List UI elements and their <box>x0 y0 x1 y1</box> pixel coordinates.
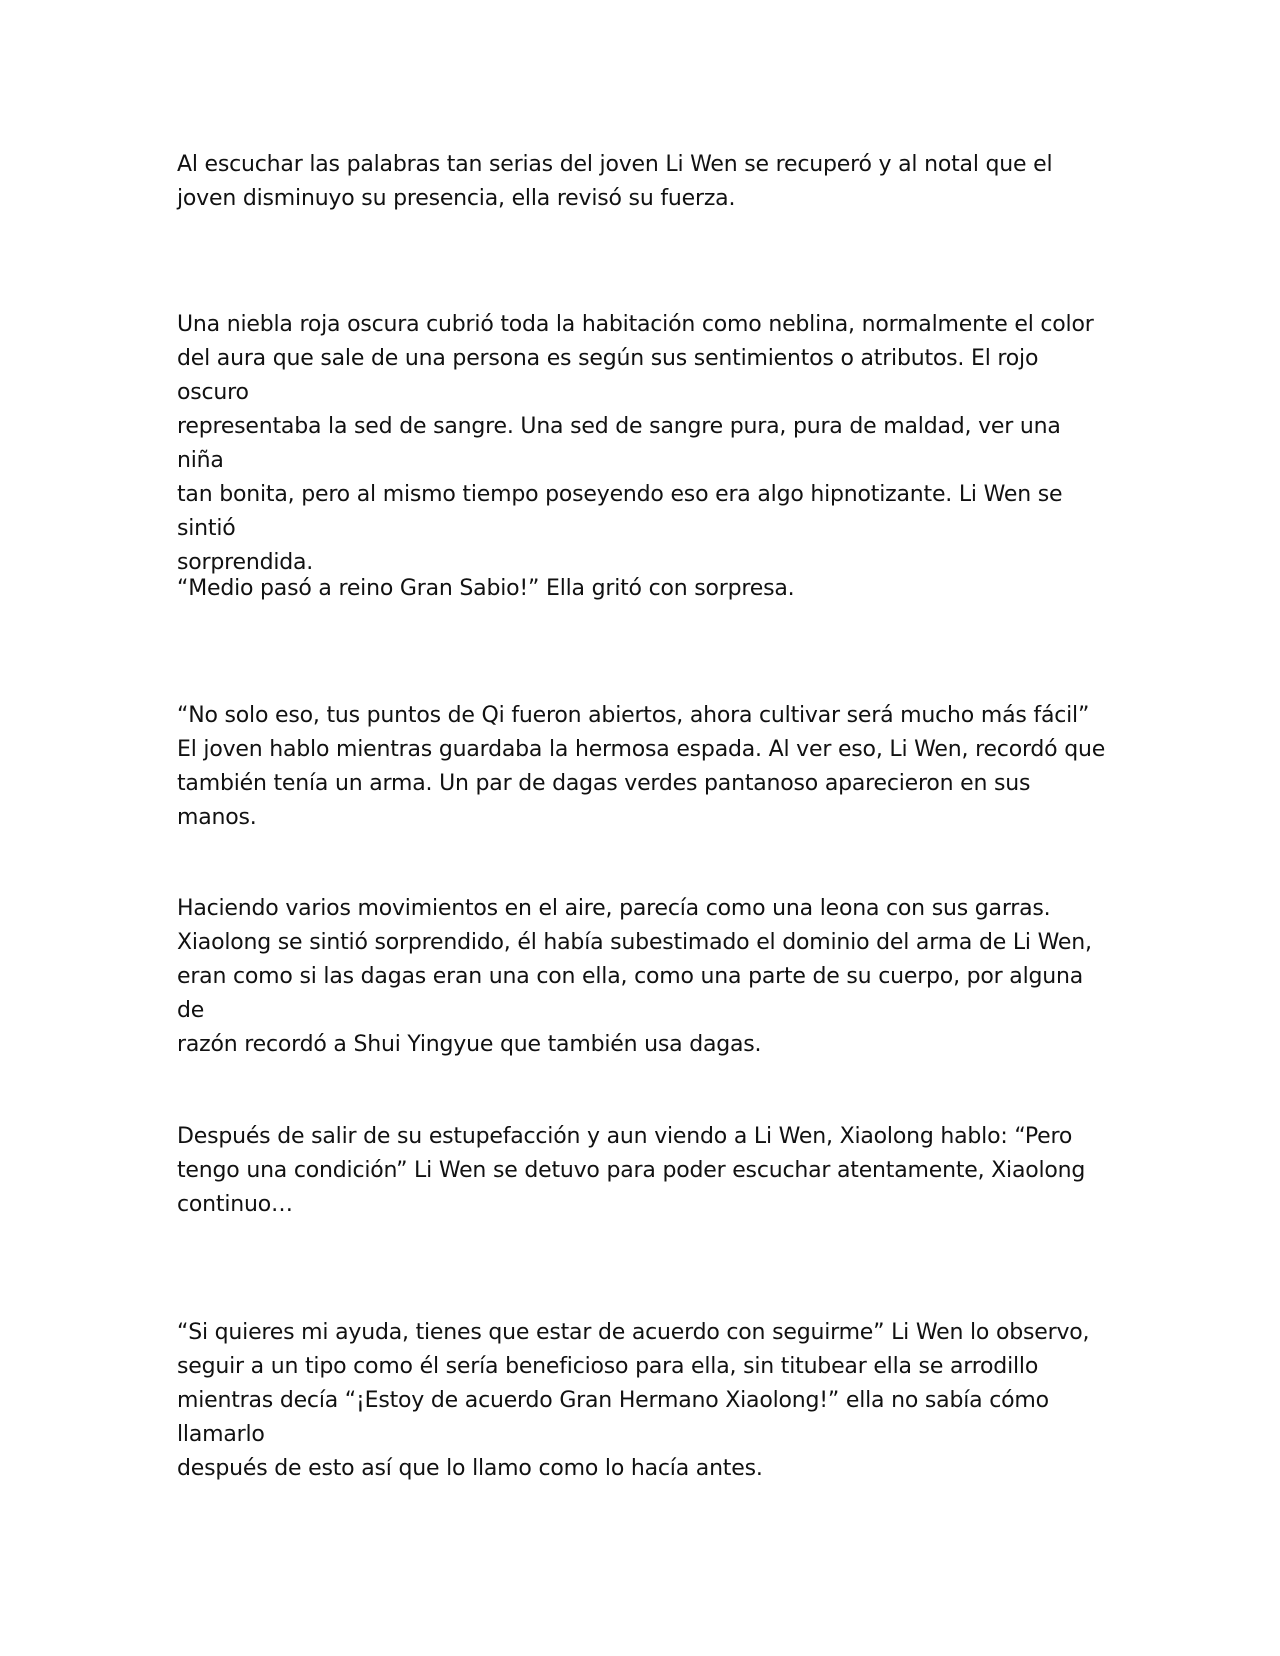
paragraph: “Si quieres mi ayuda, tienes que estar de acuerdo con seguirme” Li Wen lo observo, seguir a un tipo como él sería beneficioso para ella, sin titubear ella se arrodillo mientras decía “¡Estoy de acuerdo Gran Hermano Xiaolong!” ella no sabía cómo llamarlo después de esto así que lo llamo como lo hacía antes. <box>177 1320 1090 1481</box>
paragraph: “Medio pasó a reino Gran Sabio!” Ella gritó con sorpresa. <box>177 576 795 601</box>
paragraph: Una niebla roja oscura cubrió toda la habitación como neblina, normalmente el color del aura que sale de una persona es según sus sentimientos o atributos. El rojo oscuro representaba la sed de sangre. Una sed de sangre pura, pura de maldad, ver una niña tan bonita, pero al mismo tiempo poseyendo eso era algo hipnotizante. Li Wen se sintió sorprendida. <box>177 312 1094 575</box>
paragraph: Después de salir de su estupefacción y aun viendo a Li Wen, Xiaolong hablo: “Pero tengo una condición” Li Wen se detuvo para poder escuchar atentamente, Xiaolong continuo… <box>177 1124 1086 1217</box>
paragraph: Al escuchar las palabras tan serias del joven Li Wen se recuperó y al notal que el joven disminuyo su presencia, ella revisó su fuerza. <box>177 152 1053 211</box>
paragraph: Haciendo varios movimientos en el aire, parecía como una leona con sus garras. Xiaolong se sintió sorprendido, él había subestimado el dominio del arma de Li Wen, eran como si las dagas eran una con ella, como una parte de su cuerpo, por alguna de razón recordó a Shui Yingyue que también usa dagas. <box>177 896 1092 1057</box>
paragraph: “No solo eso, tus puntos de Qi fueron abiertos, ahora cultivar será mucho más fácil” El joven hablo mientras guardaba la hermosa espada. Al ver eso, Li Wen, recordó que también tenía un arma. Un par de dagas verdes pantanoso aparecieron en sus manos. <box>177 703 1106 830</box>
